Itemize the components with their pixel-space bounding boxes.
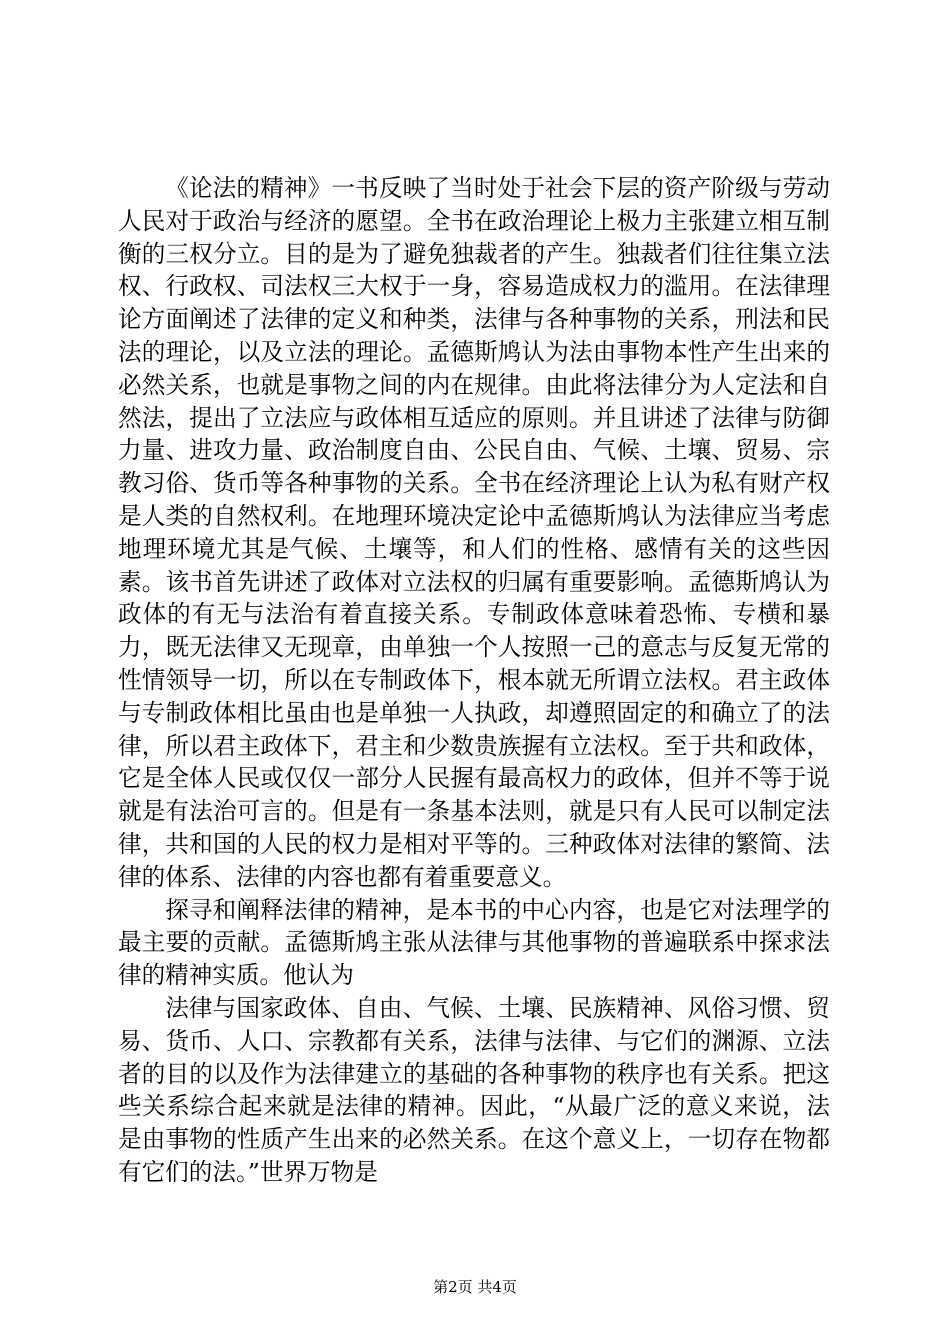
paragraph-2: 探寻和阐释法律的精神，是本书的中心内容，也是它对法理学的最主要的贡献。孟德斯鸠主张从法律与其他事物的普遍联系中探求法律的精神实质。他认为 [118, 895, 830, 990]
paragraph-1: 《论法的精神》一书反映了当时处于社会下层的资产阶级与劳动人民对于政治与经济的愿望。全书在政治理论上极力主张建立相互制衡的三权分立。目的是为了避免独裁者的产生。独裁者们往往集立法权、行政权、司法权三大权于一身，容易造成权力的滥用。在法律理论方面阐述了法律的定义和种类，法律与各种事物的关系，刑法和民法的理论，以及立法的理论。孟德斯鸠认为法由事物本性产生出来的必然关系，也就是事物之间的内在规律。由此将法律分为人定法和自然法，提出了立法应与政体相互适应的原则。并且讲述了法律与防御力量、进攻力量、政治制度自由、公民自由、气候、土壤、贸易、宗教习俗、货币等各种事物的关系。全书在经济理论上认为私有财产权是人类的自然权利。在地理环境决定论中孟德斯鸠认为法律应当考虑地理环境尤其是气候、土壤等，和人们的性格、感情有关的这些因素。该书首先讲述了政体对立法权的归属有重要影响。孟德斯鸠认为政体的有无与法治有着直接关系。专制政体意味着恐怖、专横和暴力，既无法律又无现章，由单独一个人按照一己的意志与反复无常的性情领导一切，所以在专制政体下，根本就无所谓立法权。君主政体与专制政体相比虽由也是单独一人执政，却遵照固定的和确立了的法律，所以君主政体下，君主和少数贵族握有立法权。至于共和政体，它是全体人民或仅仅一部分人民握有最高权力的政体，但并不等于说就是有法治可言的。但是有一条基本法则，就是只有人民可以制定法律，共和国的人民的权力是相对平等的。三种政体对法律的繁简、法律的体系、法律的内容也都有着重要意义。 [118, 174, 830, 891]
paragraph-3: 法律与国家政体、自由、气候、土壤、民族精神、风俗习惯、贸易、货币、人口、宗教都有关系，法律与法律、与它们的渊源、立法者的目的以及作为法律建立的基础的各种事物的秩序也有关系。把这些关系综合起来就是法律的精神。因此，“从最广泛的意义来说，法是由事物的性质产生出来的必然关系。在这个意义上，一切存在物都有它们的法。”世界万物是 [118, 993, 830, 1186]
page-number-footer: 第2页 共4页 [433, 1278, 517, 1296]
document-body [118, 172, 830, 1189]
